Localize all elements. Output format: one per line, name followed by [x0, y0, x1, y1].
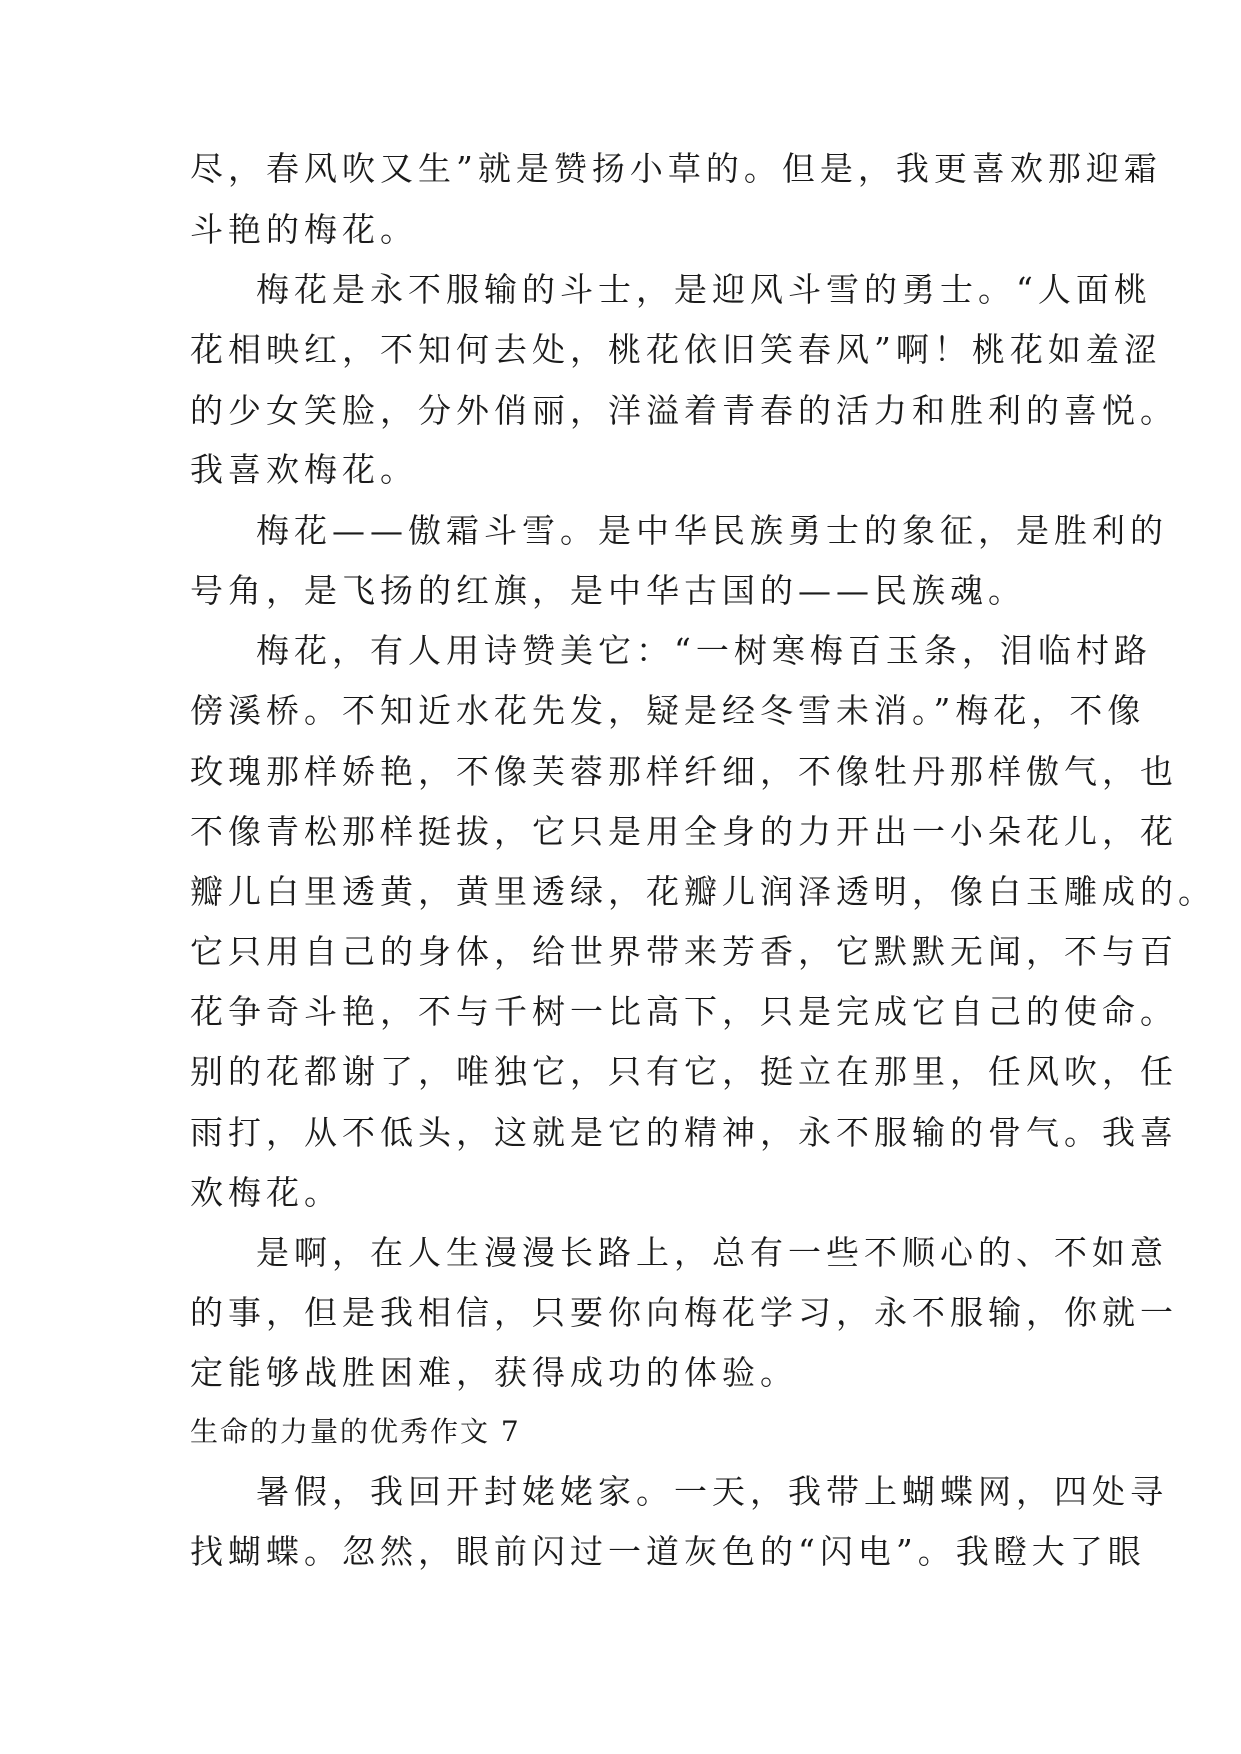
text-line: 找蝴蝶。忽然，眼前闪过一道灰色的“闪电”。我瞪大了眼 [190, 1532, 1146, 1571]
text-line: 定能够战胜困难，获得成功的体验。 [190, 1353, 798, 1392]
text-line: 它只用自己的身体，给世界带来芳香，它默默无闻，不与百 [190, 932, 1178, 971]
text-line: 的事，但是我相信，只要你向梅花学习，永不服输，你就一 [190, 1293, 1178, 1332]
section-heading: 生命的力量的优秀作文 7 [190, 1415, 521, 1448]
text-line: 别的花都谢了，唯独它，只有它，挺立在那里，任风吹，任 [190, 1052, 1178, 1091]
paragraph-first-line: 梅花是永不服输的斗士，是迎风斗雪的勇士。“人面桃 [256, 270, 1152, 309]
paragraph-first-line: 梅花，有人用诗赞美它：“一树寒梅百玉条，泪临村路 [256, 631, 1152, 670]
text-line: 斗艳的梅花。 [190, 210, 418, 249]
text-line: 的少女笑脸，分外俏丽，洋溢着青春的活力和胜利的喜悦。 [190, 391, 1178, 430]
text-line: 不像青松那样挺拔，它只是用全身的力开出一小朵花儿，花 [190, 812, 1178, 851]
paragraph-first-line: 梅花——傲霜斗雪。是中华民族勇士的象征，是胜利的 [256, 511, 1168, 550]
paragraph-first-line: 暑假，我回开封姥姥家。一天，我带上蝴蝶网，四处寻 [256, 1472, 1168, 1511]
paragraph-first-line: 是啊，在人生漫漫长路上，总有一些不顺心的、不如意 [256, 1233, 1168, 1272]
text-line: 号角，是飞扬的红旗，是中华古国的——民族魂。 [190, 571, 1026, 610]
text-line: 我喜欢梅花。 [190, 450, 418, 489]
text-line: 欢梅花。 [190, 1173, 342, 1212]
text-line: 玫瑰那样娇艳，不像芙蓉那样纤细，不像牡丹那样傲气，也 [190, 752, 1178, 791]
text-line: 尽，春风吹又生”就是赞扬小草的。但是，我更喜欢那迎霜 [190, 149, 1162, 188]
text-line: 花争奇斗艳，不与千树一比高下，只是完成它自己的使命。 [190, 992, 1178, 1031]
text-line: 瓣儿白里透黄，黄里透绿，花瓣儿润泽透明，像白玉雕成的。 [190, 872, 1216, 911]
text-line: 花相映红，不知何去处，桃花依旧笑春风”啊！桃花如羞涩 [190, 330, 1162, 369]
text-line: 雨打，从不低头，这就是它的精神，永不服输的骨气。我喜 [190, 1113, 1178, 1152]
text-line: 傍溪桥。不知近水花先发，疑是经冬雪未消。”梅花，不像 [190, 691, 1146, 730]
